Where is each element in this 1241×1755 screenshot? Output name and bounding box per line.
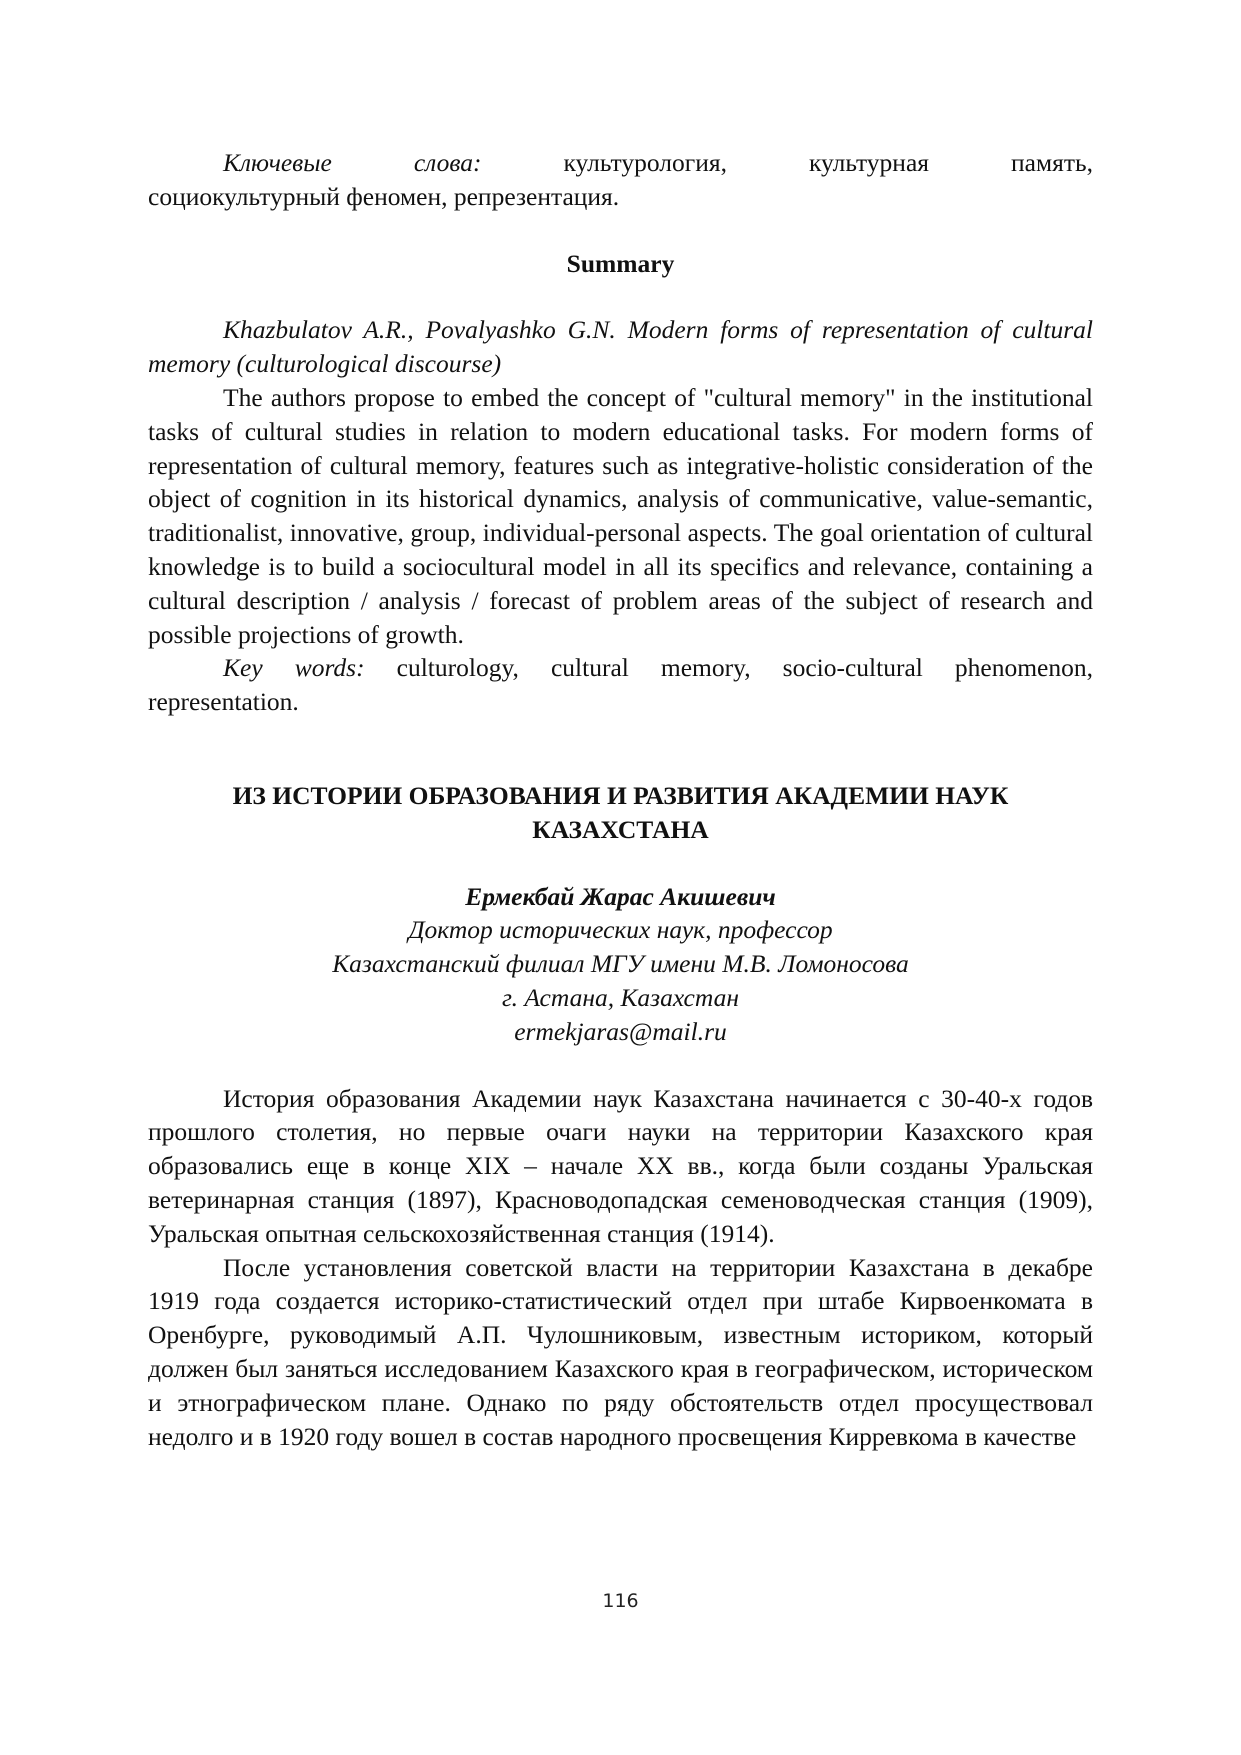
page-number: 116 [602, 1590, 639, 1612]
document-page [148, 146, 1093, 1453]
article-paragraph-1: История образования Академии наук Казахстана начинается с 30-40-х годов прошлого столетия, но первые очаги науки на территории Казахского края образовались еще в конце XIX – начале XX вв., когда были созданы Уральская ветеринарная станция (1897), Красноводопадская семеноводческая станция (1909), Уральская опытная сельскохозяйственная станция (1914). [148, 1083, 1093, 1248]
article-affiliation: Казахстанский филиал МГУ имени М.В. Ломоносова [332, 949, 909, 979]
article-paragraph-2: После установления советской власти на территории Казахстана в декабре 1919 года создается историко-статистический отдел при штабе Кирвоенкомата в Оренбурге, руководимый А.П. Чулошниковым, известным историком, который должен был заняться исследованием Казахского края в географическом, историческом и этнографическом плане. Однако по ряду обстоятельств отдел просуществовал недолго и в 1920 году вошел в состав народного просвещения Кирревкома в качестве [148, 1252, 1093, 1451]
summary-keywords-label: Key words: [223, 653, 365, 683]
article-email: ermekjaras@mail.ru [514, 1016, 727, 1046]
article-location: г. Астана, Казахстан [501, 982, 739, 1012]
summary-authors-title: Khazbulatov A.R., Povalyashko G.N. Modern forms of representation of cultural memory (culturological discourse) [148, 315, 1093, 379]
ru-keywords-label: Ключевые слова: [223, 148, 482, 177]
article-title [148, 779, 1093, 847]
summary-keywords-text: culturology, cultural memory, socio-cultural phenomenon, representation. [148, 653, 1093, 717]
article-author: Ермекбай Жарас Акишевич [465, 881, 776, 911]
ru-keywords-text-1: культурология, культурная память, [563, 148, 1093, 177]
ru-keywords-line2: социокультурный феномен, репрезентация. [148, 181, 620, 211]
summary-keywords [148, 651, 1093, 719]
summary-body: The authors propose to embed the concept of "cultural memory" in the institutional tasks of cultural studies in relation to modern educational tasks. For modern forms of representation of cultural memory, features such as integrative-holistic consideration of the object of cognition in its historical dynamics, analysis of communicative, value-semantic, traditionalist, innovative, group, individual-personal aspects. The goal orientation of cultural knowledge is to build a sociocultural model in all its specifics and relevance, containing a cultural description / analysis / forecast of problem areas of the subject of research and possible projections of growth. [148, 382, 1093, 649]
article-title-line2: КАЗАХСТАНА [532, 814, 709, 844]
article-title-line1: ИЗ ИСТОРИИ ОБРАЗОВАНИЯ И РАЗВИТИЯ АКАДЕМИИ НАУК [232, 780, 1009, 810]
article-degree: Доктор исторических наук, профессор [408, 915, 833, 945]
ru-keywords-line1 [148, 146, 1093, 180]
summary-heading: Summary [566, 248, 675, 278]
